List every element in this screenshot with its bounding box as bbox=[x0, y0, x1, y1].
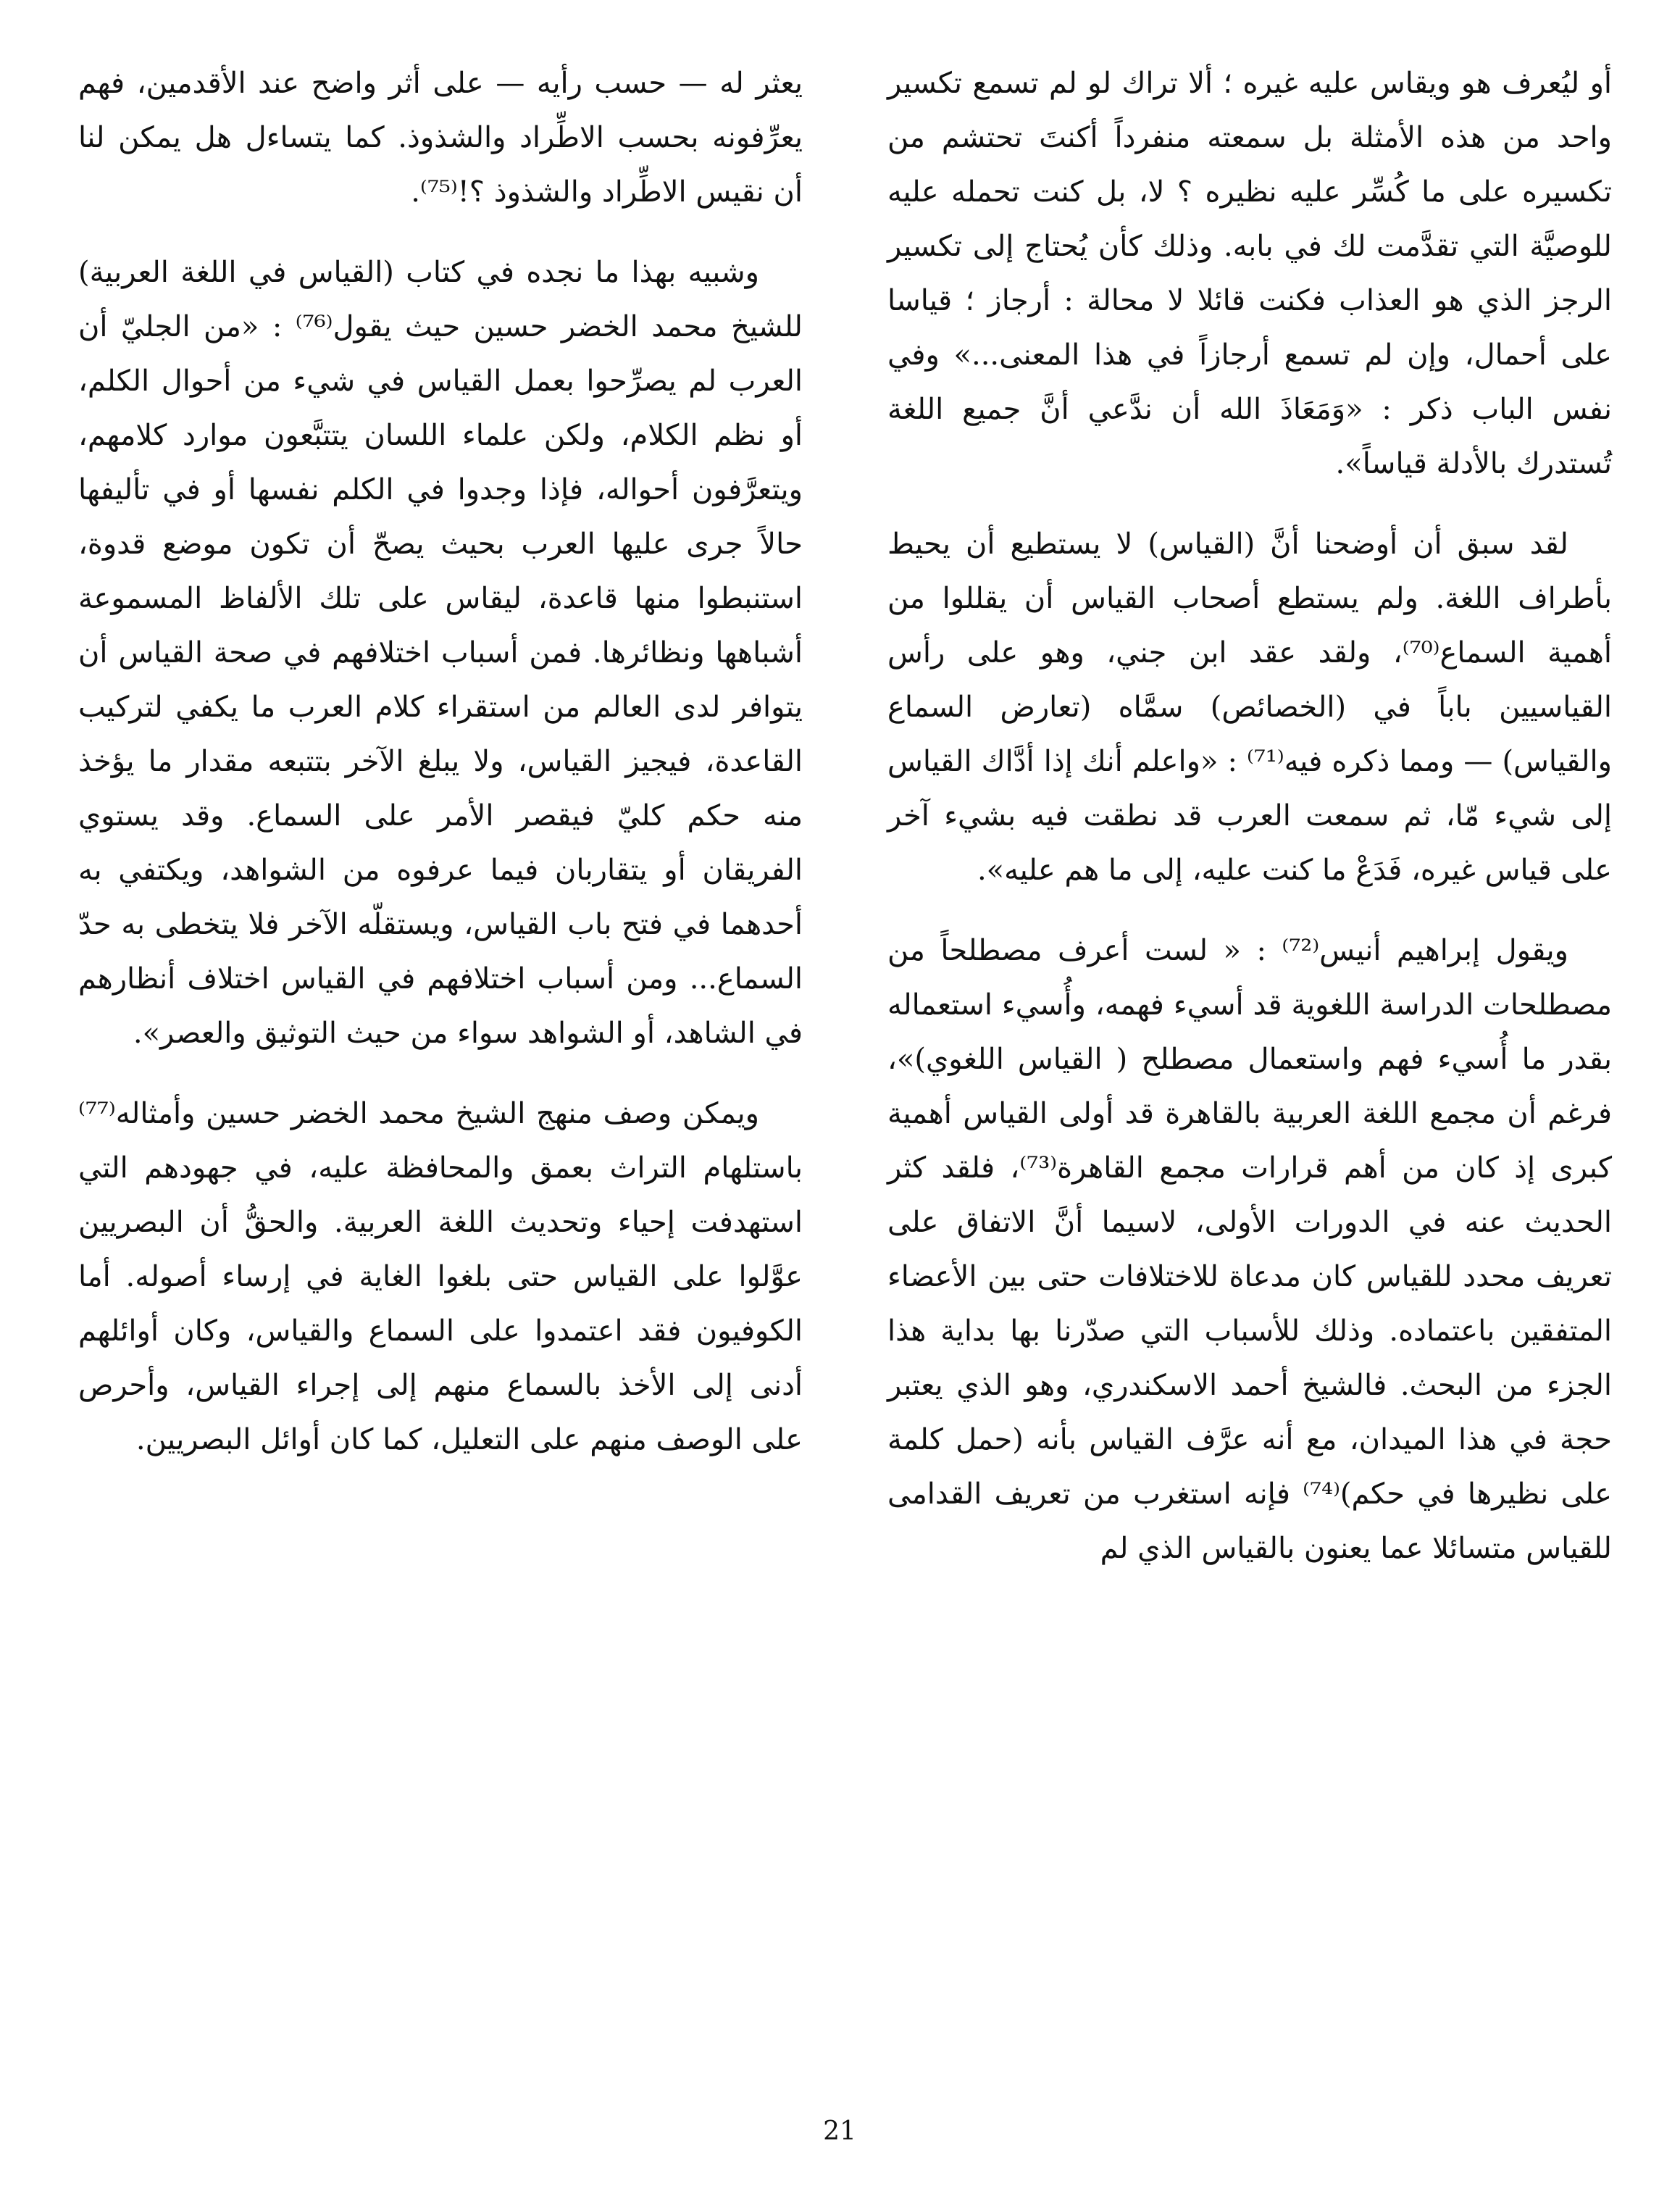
paragraph: ويقول إبراهيم أنيس⁽⁷²⁾ : « لست أعرف مصطلحاً من مصطلحات الدراسة اللغوية قد أسيء فهمه، وأُسيء استعماله بقدر ما أُسيء فهم واستعمال مصطلح ( القياس اللغوي)»، فرغم أن مجمع اللغة العربية بالقاهرة قد أولى القياس أهمية كبرى إذ كان من أهم قرارات مجمع القاهرة⁽⁷³⁾، فلقد كثر الحديث عنه في الدورات الأولى، لاسيما أنَّ الاتفاق على تعريف محدد للقياس كان مدعاة للاختلافات حتى بين الأعضاء المتفقين باعتماده. وذلك للأسباب التي صدّرنا بها بداية هذا الجزء من البحث. فالشيخ أحمد الاسكندري، وهو الذي يعتبر حجة في هذا الميدان، مع أنه عرَّف القياس بأنه (حمل كلمة على نظيرها في حكم)⁽⁷⁴⁾ فإنه استغرب من تعريف القدامى للقياس متسائلا عما يعنون بالقياس الذي لم bbox=[887, 934, 1612, 1565]
paragraph: يعثر له — حسب رأيه — على أثر واضح عند الأقدمين، فهم يعرِّفونه بحسب الاطِّراد والشذوذ. كما يتساءل هل يمكن لنا أن نقيس الاطِّراد والشذوذ ؟!⁽⁷⁵⁾. bbox=[78, 67, 803, 209]
page-number: 21 bbox=[823, 2116, 856, 2146]
paragraph: ويمكن وصف منهج الشيخ محمد الخضر حسين وأمثاله⁽⁷⁷⁾ باستلهام التراث بعمق والمحافظة عليه، في جهودهم التي استهدفت إحياء وتحديث اللغة العربية. والحقُّ أن البصريين عوَّلوا على القياس حتى بلغوا الغاية في إرساء أصوله. أما الكوفيون فقد اعتمدوا على السماع والقياس، وكان أوائلهم أدنى إلى الأخذ بالسماع منهم إلى إجراء القياس، وأحرص على الوصف منهم على التعليل، كما كان أوائل البصريين. bbox=[78, 1097, 803, 1456]
right-column bbox=[887, 57, 1612, 1602]
left-column bbox=[78, 57, 803, 1493]
paragraph: وشبيه بهذا ما نجده في كتاب (القياس في اللغة العربية) للشيخ محمد الخضر حسين حيث يقول⁽⁷⁶⁾ : «من الجليّ أن العرب لم يصرِّحوا بعمل القياس في شيء من أحوال الكلم، أو نظم الكلام، ولكن علماء اللسان يتتبَّعون موارد كلامهم، ويتعرَّفون أحواله، فإذا وجدوا في الكلم نفسها أو في تأليفها حالاً جرى عليها العرب بحيث يصحّ أن تكون موضع قدوة، استنبطوا منها قاعدة، ليقاس على تلك الألفاظ المسموعة أشباهها ونظائرها. فمن أسباب اختلافهم في صحة القياس أن يتوافر لدى العالم من استقراء كلام العرب ما يكفي لتركيب القاعدة، فيجيز القياس، ولا يبلغ الآخر بتتبعه مقدار ما يؤخذ منه حكم كليّ فيقصر الأمر على السماع. وقد يستوي الفريقان أو يتقاربان فيما عرفوه من الشواهد، ويكتفي به أحدهما في فتح باب القياس، ويستقلّه الآخر فلا يتخطى به حدّ السماع... ومن أسباب اختلافهم في القياس اختلاف أنظارهم في الشاهد، أو الشواهد سواء من حيث التوثيق والعصر». bbox=[78, 256, 803, 1050]
paragraph: لقد سبق أن أوضحنا أنَّ (القياس) لا يستطيع أن يحيط بأطراف اللغة. ولم يستطع أصحاب القياس أن يقللوا من أهمية السماع⁽⁷⁰⁾، ولقد عقد ابن جني، وهو على رأس القياسيين باباً في (الخصائص) سمَّاه (تعارض السماع والقياس) — ومما ذكره فيه⁽⁷¹⁾ : «واعلم أنك إذا أدَّاك القياس إلى شيء مّا، ثم سمعت العرب قد نطقت فيه بشيء آخر على قياس غيره، فَدَعْ ما كنت عليه، إلى ما هم عليه». bbox=[887, 527, 1612, 887]
paragraph: أو ليُعرف هو ويقاس عليه غيره ؛ ألا تراك لو لم تسمع تكسير واحد من هذه الأمثلة بل سمعته منفرداً أكنتَ تحتشم من تكسيره على ما كُسِّر عليه نظيره ؟ لا، بل كنت تحمله عليه للوصيَّة التي تقدَّمت لك في بابه. وذلك كأن يُحتاج إلى تكسير الرجز الذي هو العذاب فكنت قائلا لا محالة : أرجاز ؛ قياسا على أحمال، وإن لم تسمع أرجازاً في هذا المعنى...» وفي نفس الباب ذكر : «وَمَعَاذَ الله أن ندَّعي أنَّ جميع اللغة تُستدرك بالأدلة قياساً». bbox=[887, 67, 1612, 480]
